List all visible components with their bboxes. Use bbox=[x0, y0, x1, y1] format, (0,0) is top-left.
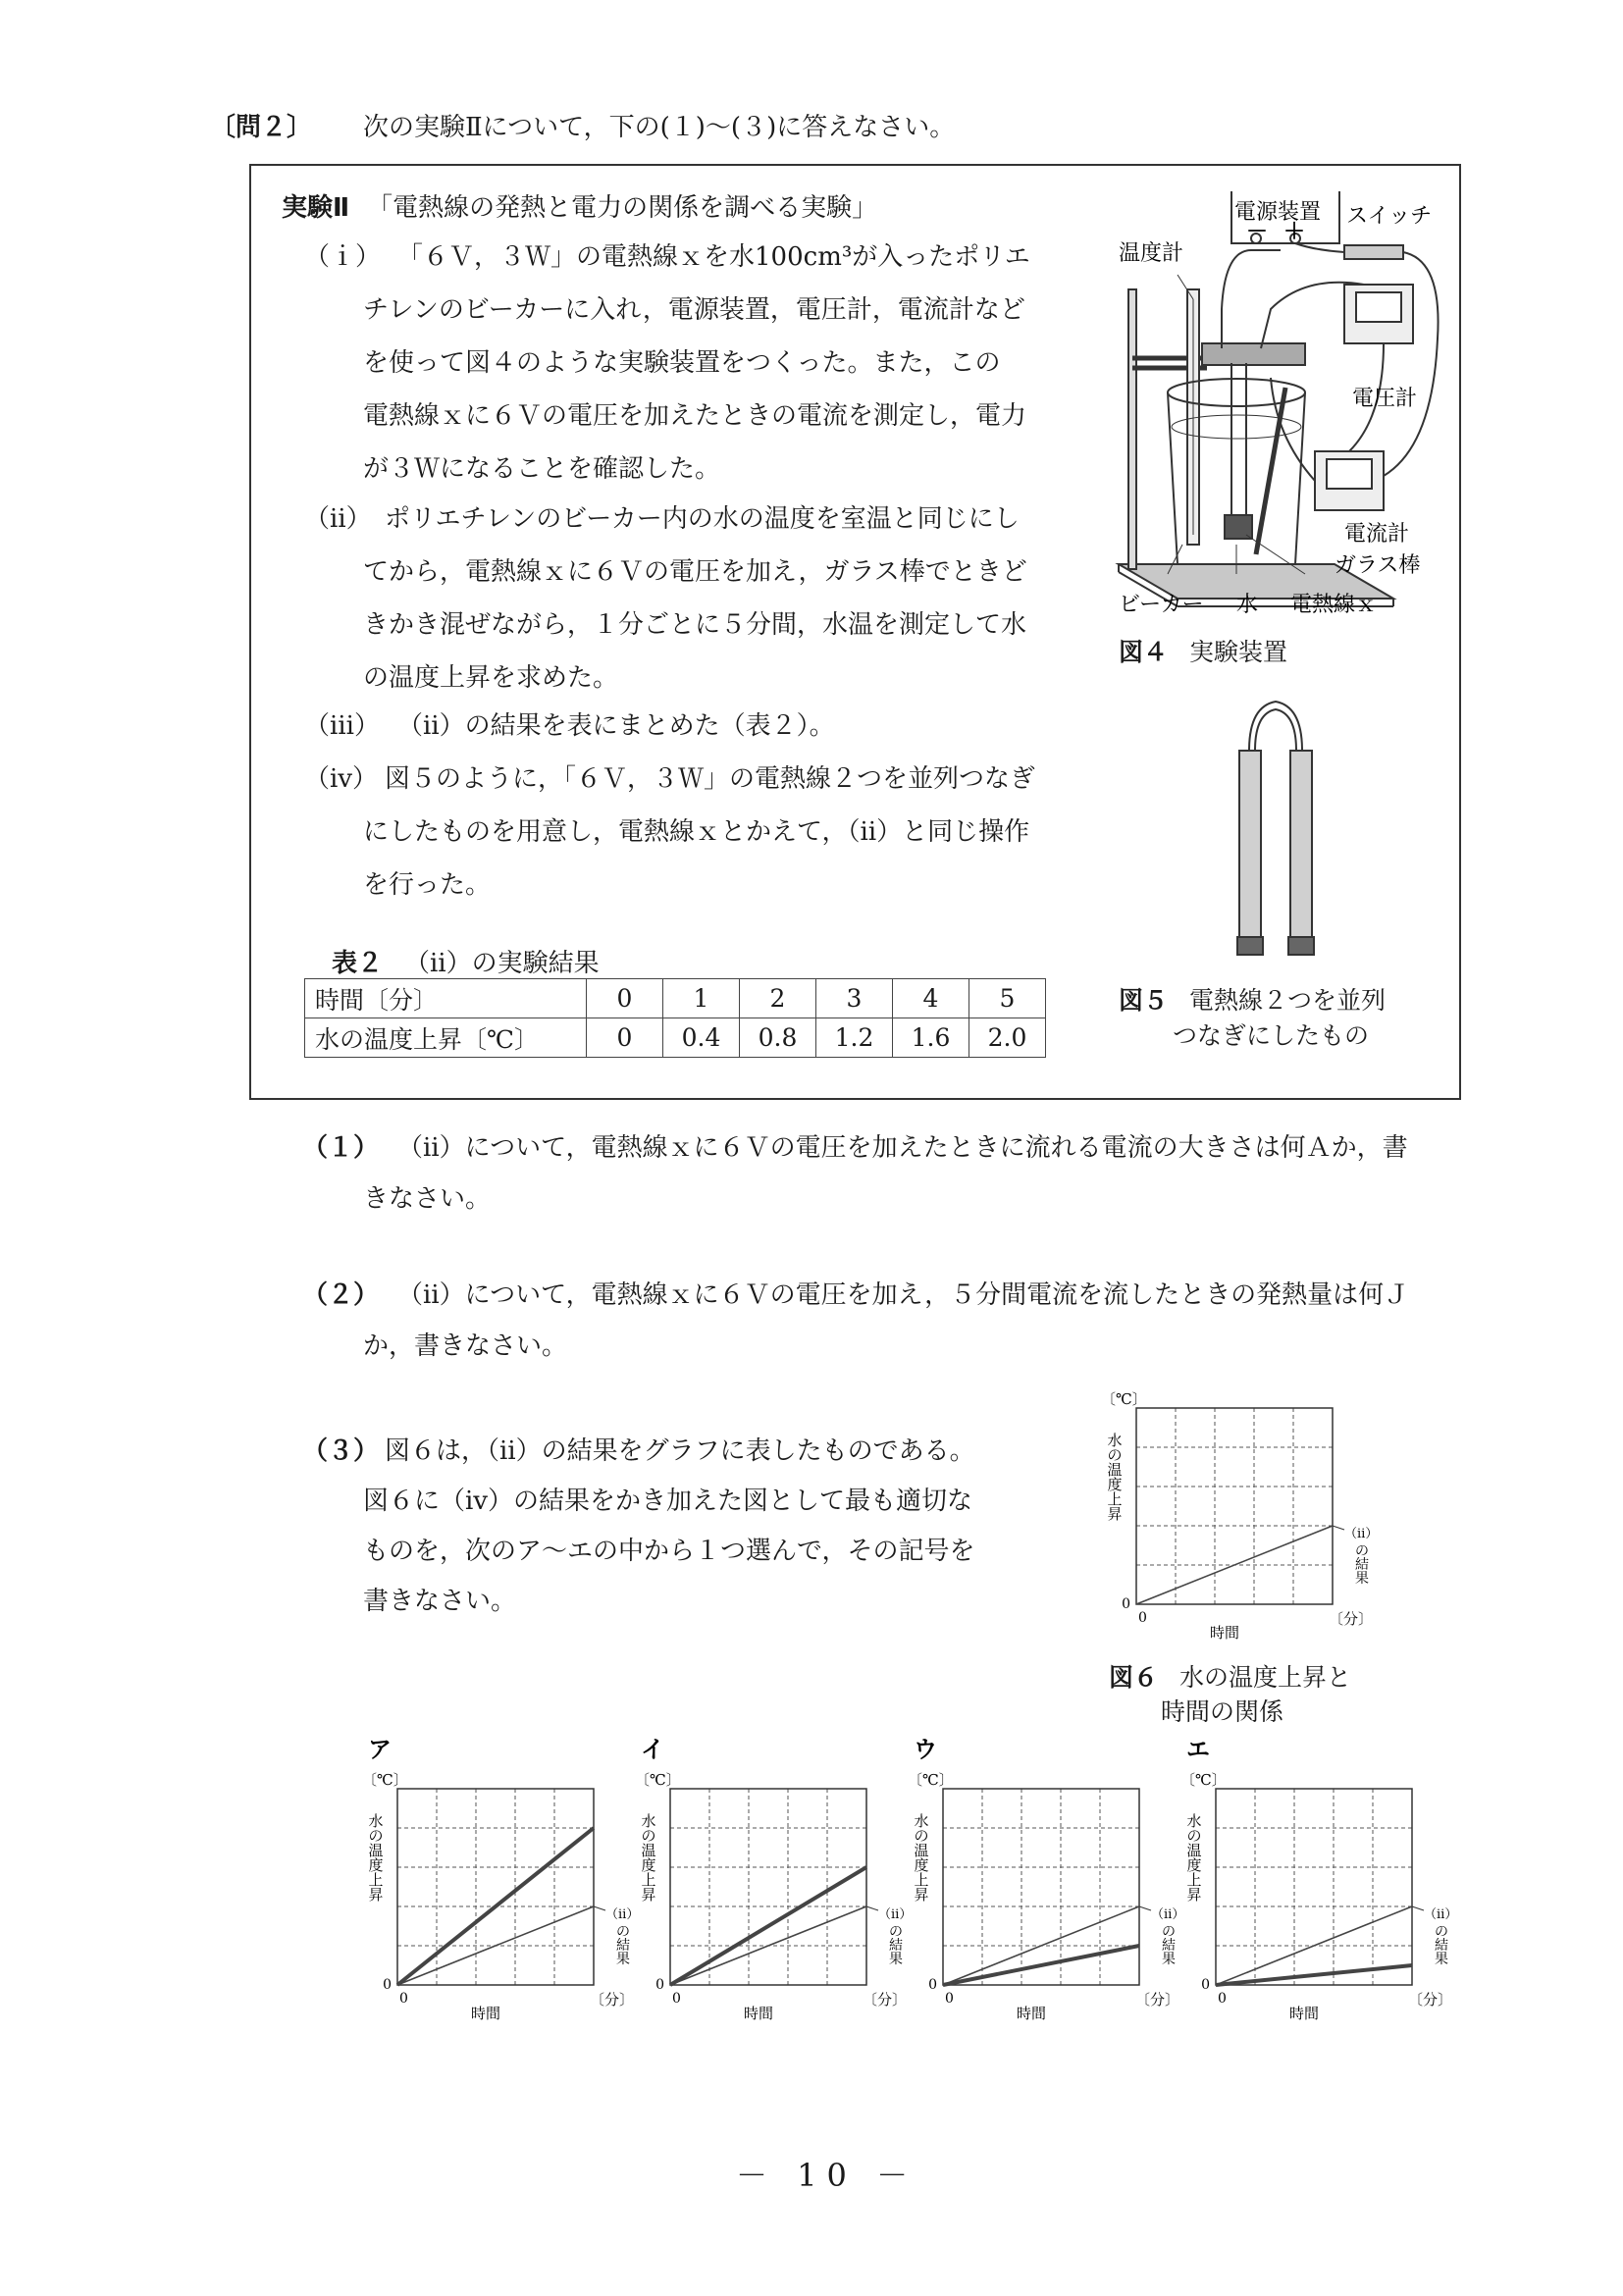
table-cell: 1 bbox=[663, 979, 740, 1018]
svg-text:結: 結 bbox=[1435, 1938, 1448, 1954]
y-axis-label bbox=[1107, 1432, 1122, 1523]
option-graph-u bbox=[894, 1732, 1183, 2026]
origin-y-label: 0 bbox=[1201, 1977, 1210, 1993]
apparatus-illustration bbox=[1099, 191, 1452, 652]
step-label: （ｉ） bbox=[304, 242, 382, 272]
series-note-label: （ⅱ） bbox=[878, 1907, 911, 1922]
table-cell: 0.4 bbox=[663, 1018, 740, 1058]
graph-option-label: ウ bbox=[914, 1735, 937, 1763]
series-note-label: （ⅱ） bbox=[1151, 1907, 1183, 1922]
table-cell: 0 bbox=[587, 979, 663, 1018]
table-cell: 1.2 bbox=[816, 1018, 893, 1058]
series-note-label bbox=[1435, 1924, 1448, 1967]
svg-text:上: 上 bbox=[1107, 1490, 1123, 1508]
x-unit-label: 〔分〕 bbox=[590, 1991, 635, 2009]
fig6-graph bbox=[1087, 1388, 1377, 1644]
step-label: （ⅲ） bbox=[304, 711, 380, 741]
step-text: ポリエチレンのビーカー内の水の温度を室温と同じにし bbox=[385, 504, 1020, 534]
subquestion-text: （ⅱ）について，電熱線ｘに６Ｖの電圧を加え，５分間電流を流したときの発熱量は何Ｊ bbox=[397, 1280, 1410, 1310]
step-text: てから，電熱線ｘに６Ｖの電圧を加え，ガラス棒でときど bbox=[363, 557, 1027, 587]
svg-text:の: の bbox=[1186, 1827, 1202, 1845]
fig6-caption: 時間の関係 bbox=[1161, 1697, 1284, 1726]
graph-option-label: イ bbox=[641, 1735, 664, 1763]
series-note-label: （ⅱ） bbox=[1424, 1907, 1456, 1922]
minus-label: － bbox=[1246, 219, 1269, 244]
y-unit-label: 〔℃〕 bbox=[635, 1771, 681, 1789]
svg-text:の: の bbox=[889, 1924, 903, 1940]
table-cell: 2 bbox=[740, 979, 816, 1018]
step-label: （ⅳ） bbox=[304, 764, 379, 794]
origin-x-label: 0 bbox=[672, 1991, 681, 2007]
x-axis-label: 時間 bbox=[743, 2005, 774, 2022]
svg-text:温: 温 bbox=[1107, 1461, 1123, 1479]
svg-text:温: 温 bbox=[368, 1842, 384, 1859]
step-text: チレンのビーカーに入れ，電源装置，電圧計，電流計など bbox=[363, 295, 1025, 325]
table-cell: 2.0 bbox=[969, 1018, 1046, 1058]
x-unit-label: 〔分〕 bbox=[1135, 1991, 1180, 2009]
plus-label: ＋ bbox=[1283, 219, 1306, 244]
step-label: （ⅱ） bbox=[304, 504, 372, 534]
thermometer-label: 温度計 bbox=[1119, 241, 1184, 266]
y-unit-label: 〔℃〕 bbox=[362, 1771, 408, 1789]
plot-frame bbox=[943, 1789, 1139, 1985]
subquestion-text: か，書きなさい。 bbox=[363, 1331, 568, 1361]
y-axis-label bbox=[641, 1812, 655, 1904]
table-cell: 3 bbox=[816, 979, 893, 1018]
graph-svg bbox=[1087, 1388, 1377, 1644]
ammeter-label: 電流計 bbox=[1344, 522, 1410, 547]
option-graph-i bbox=[621, 1732, 911, 2026]
table-row bbox=[305, 1018, 1046, 1058]
y-axis-label bbox=[1186, 1812, 1201, 1904]
origin-x-label: 0 bbox=[1218, 1991, 1227, 2007]
x-axis-label: 時間 bbox=[1209, 1624, 1240, 1642]
x-unit-label: 〔分〕 bbox=[1408, 1991, 1453, 2009]
graph-svg bbox=[894, 1732, 1183, 2026]
svg-text:果: 果 bbox=[1162, 1952, 1176, 1967]
fig6-caption: 図６ 水の温度上昇と bbox=[1109, 1663, 1352, 1692]
plot-frame bbox=[397, 1789, 594, 1985]
step-text: 「６Ｖ，３Ｗ」の電熱線ｘを水100cm³が入ったポリエ bbox=[397, 242, 1030, 272]
svg-text:の: の bbox=[1162, 1924, 1176, 1940]
x-unit-label: 〔分〕 bbox=[863, 1991, 908, 2009]
svg-text:度: 度 bbox=[1186, 1856, 1202, 1874]
svg-text:の: の bbox=[914, 1827, 929, 1845]
y-axis-label bbox=[914, 1812, 928, 1904]
option-graph-a bbox=[348, 1732, 638, 2026]
subquestion-text: （ⅱ）について，電熱線ｘに６Ｖの電圧を加えたときに流れる電流の大きさは何Ａか，書 bbox=[397, 1133, 1408, 1163]
step-text: を行った。 bbox=[363, 870, 492, 900]
origin-y-label: 0 bbox=[928, 1977, 937, 1993]
results-table bbox=[304, 978, 1046, 1058]
step-text: （ⅱ）の結果を表にまとめた（表２）。 bbox=[397, 711, 835, 741]
svg-text:上: 上 bbox=[641, 1871, 656, 1889]
series-note-label: （ⅱ） bbox=[1344, 1527, 1377, 1541]
step-text: きかき混ぜながら，１分ごとに５分間，水温を測定して水 bbox=[363, 610, 1027, 640]
origin-y-label: 0 bbox=[655, 1977, 664, 1993]
series-line-parallel bbox=[1216, 1965, 1412, 1985]
svg-text:の: の bbox=[1107, 1446, 1123, 1464]
svg-text:水: 水 bbox=[368, 1812, 384, 1830]
svg-text:結: 結 bbox=[1162, 1938, 1176, 1954]
origin-x-label: 0 bbox=[399, 1991, 408, 2007]
step-text: にしたものを用意し，電熱線ｘとかえて，（ⅱ）と同じ操作 bbox=[363, 817, 1030, 847]
svg-text:水: 水 bbox=[1107, 1432, 1123, 1449]
y-unit-label: 〔℃〕 bbox=[908, 1771, 954, 1789]
svg-text:温: 温 bbox=[914, 1842, 929, 1859]
table-cell: 0 bbox=[587, 1018, 663, 1058]
series-leader-line bbox=[1412, 1906, 1424, 1910]
series-leader-line bbox=[866, 1906, 878, 1910]
plot-frame bbox=[1216, 1789, 1412, 1985]
plot-frame bbox=[1136, 1408, 1333, 1604]
table-cell: 5 bbox=[969, 979, 1046, 1018]
series-line-parallel bbox=[670, 1867, 866, 1985]
experiment-title: 実験Ⅱ 「電熱線の発熱と電力の関係を調べる実験」 bbox=[282, 193, 878, 223]
svg-text:度: 度 bbox=[641, 1856, 656, 1874]
glass-rod-label: ガラス棒 bbox=[1335, 553, 1421, 578]
parallel-wires-illustration bbox=[1222, 692, 1330, 966]
page-number: － 10 － bbox=[736, 2157, 918, 2194]
question-number: 〔問２〕 bbox=[210, 113, 313, 142]
subquestion-label: （３） bbox=[302, 1436, 380, 1466]
table-header: 時間〔分〕 bbox=[305, 979, 587, 1018]
series-leader-line bbox=[1333, 1526, 1344, 1530]
table-cell: 4 bbox=[893, 979, 969, 1018]
svg-text:の: の bbox=[616, 1924, 630, 1940]
svg-text:上: 上 bbox=[368, 1871, 384, 1889]
power-supply-label: 電源装置 bbox=[1234, 200, 1322, 225]
x-axis-label: 時間 bbox=[1288, 2005, 1320, 2022]
y-unit-label: 〔℃〕 bbox=[1101, 1390, 1147, 1408]
switch-label: スイッチ bbox=[1346, 204, 1433, 229]
series-leader-line bbox=[594, 1906, 605, 1910]
svg-text:の: の bbox=[641, 1827, 656, 1845]
origin-y-label: 0 bbox=[1122, 1596, 1130, 1612]
step-text: を使って図４のような実験装置をつくった。また，この bbox=[363, 348, 1001, 378]
y-unit-label: 〔℃〕 bbox=[1180, 1771, 1227, 1789]
option-graph-e bbox=[1167, 1732, 1456, 2026]
svg-text:水: 水 bbox=[914, 1812, 929, 1830]
step-text: 電熱線ｘに６Ｖの電圧を加えたときの電流を測定し，電力 bbox=[363, 401, 1027, 431]
y-axis-label bbox=[368, 1812, 383, 1904]
step-text: が３Ｗになることを確認した。 bbox=[363, 454, 721, 484]
svg-text:度: 度 bbox=[914, 1856, 929, 1874]
table-header: 水の温度上昇〔℃〕 bbox=[305, 1018, 587, 1058]
question-prompt: 次の実験Ⅱについて，下の(１)～(３)に答えなさい。 bbox=[363, 113, 956, 142]
subquestion-text: 図６は，（ⅱ）の結果をグラフに表したものである。 bbox=[385, 1436, 975, 1466]
voltmeter-label: 電圧計 bbox=[1352, 387, 1418, 411]
svg-text:昇: 昇 bbox=[368, 1886, 384, 1904]
svg-text:水: 水 bbox=[641, 1812, 656, 1830]
subquestion-text: きなさい。 bbox=[363, 1184, 492, 1214]
wire-label: 電熱線ｘ bbox=[1290, 593, 1378, 617]
table-cell: 1.6 bbox=[893, 1018, 969, 1058]
subquestion-text: ものを，次のア～エの中から１つ選んで，その記号を bbox=[363, 1537, 975, 1566]
svg-text:温: 温 bbox=[1186, 1842, 1202, 1859]
graph-option-label: エ bbox=[1186, 1735, 1210, 1763]
svg-text:の: の bbox=[1355, 1543, 1369, 1559]
svg-text:結: 結 bbox=[1355, 1557, 1369, 1573]
fig5-caption: つなぎにしたもの bbox=[1173, 1021, 1370, 1050]
origin-x-label: 0 bbox=[1138, 1610, 1147, 1626]
svg-text:の: の bbox=[368, 1827, 384, 1845]
fig5-caption: 図５ 電熱線２つを並列 bbox=[1119, 986, 1387, 1015]
series-leader-line bbox=[1139, 1906, 1151, 1910]
table-caption: 表２ （ⅱ）の実験結果 bbox=[332, 949, 600, 978]
subquestion-label: （１） bbox=[302, 1133, 380, 1163]
svg-text:温: 温 bbox=[641, 1842, 656, 1859]
fig4-caption: 図４ 実験装置 bbox=[1119, 638, 1288, 666]
origin-x-label: 0 bbox=[945, 1991, 954, 2007]
graph-option-label: ア bbox=[368, 1735, 392, 1763]
x-unit-label: 〔分〕 bbox=[1329, 1610, 1374, 1628]
series-note-label bbox=[1355, 1543, 1369, 1587]
origin-y-label: 0 bbox=[383, 1977, 392, 1993]
graph-svg bbox=[348, 1732, 638, 2026]
table-row bbox=[305, 979, 1046, 1018]
svg-text:昇: 昇 bbox=[641, 1886, 656, 1904]
svg-text:上: 上 bbox=[914, 1871, 929, 1889]
table-cell: 0.8 bbox=[740, 1018, 816, 1058]
svg-text:度: 度 bbox=[368, 1856, 384, 1874]
svg-text:水: 水 bbox=[1186, 1812, 1202, 1830]
graph-svg bbox=[621, 1732, 911, 2026]
svg-text:昇: 昇 bbox=[1186, 1886, 1202, 1904]
svg-text:結: 結 bbox=[616, 1938, 630, 1954]
x-axis-label: 時間 bbox=[470, 2005, 501, 2022]
svg-text:結: 結 bbox=[889, 1938, 903, 1954]
step-text: 図５のように，「６Ｖ，３Ｗ」の電熱線２つを並列つなぎ bbox=[385, 764, 1036, 794]
svg-text:上: 上 bbox=[1186, 1871, 1202, 1889]
svg-text:昇: 昇 bbox=[914, 1886, 929, 1904]
svg-text:果: 果 bbox=[1435, 1952, 1448, 1967]
svg-text:度: 度 bbox=[1107, 1476, 1123, 1493]
svg-text:果: 果 bbox=[889, 1952, 903, 1967]
svg-text:昇: 昇 bbox=[1107, 1505, 1123, 1523]
water-label: 水 bbox=[1236, 593, 1259, 617]
beaker-label: ビーカー bbox=[1119, 593, 1204, 617]
svg-text:果: 果 bbox=[616, 1952, 630, 1967]
svg-text:の: の bbox=[1435, 1924, 1448, 1940]
subquestion-text: 図６に（ⅳ）の結果をかき加えた図として最も適切な bbox=[363, 1487, 973, 1516]
svg-text:果: 果 bbox=[1355, 1571, 1369, 1587]
step-text: の温度上昇を求めた。 bbox=[363, 663, 619, 693]
series-line-parallel bbox=[943, 1946, 1139, 1985]
subquestion-label: （２） bbox=[302, 1280, 380, 1310]
series-note-label: （ⅱ） bbox=[605, 1907, 638, 1922]
graph-svg bbox=[1167, 1732, 1456, 2026]
subquestion-text: 書きなさい。 bbox=[363, 1587, 517, 1616]
x-axis-label: 時間 bbox=[1016, 2005, 1047, 2022]
